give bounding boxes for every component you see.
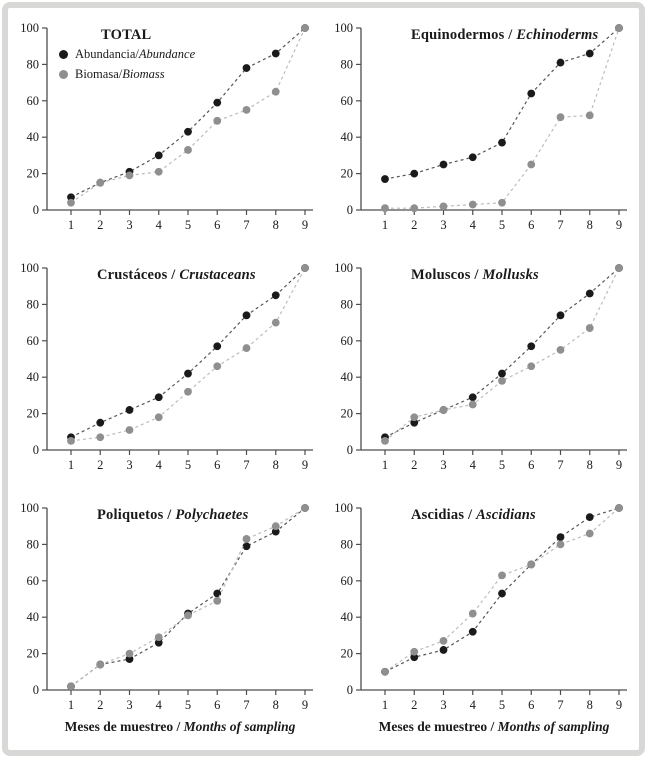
chart-title-es: Ascidias xyxy=(411,507,465,523)
svg-text:40: 40 xyxy=(340,610,353,625)
svg-text:60: 60 xyxy=(26,93,39,108)
svg-text:80: 80 xyxy=(340,297,353,312)
svg-text:0: 0 xyxy=(32,683,39,697)
svg-text:80: 80 xyxy=(340,57,353,72)
svg-text:100: 100 xyxy=(20,501,39,515)
svg-text:4: 4 xyxy=(469,458,476,472)
svg-text:0: 0 xyxy=(346,443,353,457)
chart-polychaetes-plot xyxy=(9,492,323,718)
chart-total xyxy=(9,12,323,252)
svg-text:4: 4 xyxy=(469,218,476,232)
svg-text:0: 0 xyxy=(32,203,39,217)
svg-text:40: 40 xyxy=(26,130,39,145)
svg-text:3: 3 xyxy=(440,218,447,232)
svg-text:20: 20 xyxy=(26,406,39,421)
x-axis-label-en: Months of sampling xyxy=(183,719,296,734)
svg-text:60: 60 xyxy=(340,573,353,588)
svg-text:5: 5 xyxy=(498,218,506,232)
title-separator: / xyxy=(470,267,483,283)
svg-text:4: 4 xyxy=(155,458,162,472)
legend-item-biomass xyxy=(59,67,195,82)
svg-text:100: 100 xyxy=(334,261,353,275)
chart-title-en: Polychaetes xyxy=(175,507,249,523)
svg-text:1: 1 xyxy=(67,218,75,232)
legend-item-abundance xyxy=(59,47,195,62)
chart-title-es: Moluscos xyxy=(411,267,471,283)
chart-ascidians xyxy=(323,492,637,745)
svg-text:6: 6 xyxy=(528,698,535,712)
chart-crustaceans-title xyxy=(97,267,256,284)
svg-text:7: 7 xyxy=(243,458,250,472)
legend-label-abundance-en: Abundance xyxy=(138,47,196,61)
chart-echinoderms-plot xyxy=(323,12,637,238)
chart-polychaetes xyxy=(9,492,323,745)
svg-text:2: 2 xyxy=(97,458,104,472)
chart-ascidians-plot xyxy=(323,492,637,718)
x-axis-label-separator: / xyxy=(173,719,184,734)
chart-polychaetes-title xyxy=(97,507,248,524)
chart-title-en: Ascidians xyxy=(476,507,536,523)
svg-text:8: 8 xyxy=(272,458,279,472)
svg-text:60: 60 xyxy=(26,333,39,348)
svg-text:7: 7 xyxy=(557,698,564,712)
chart-title-en: Mollusks xyxy=(482,267,539,283)
svg-text:1: 1 xyxy=(381,458,389,472)
chart-mollusks-plot xyxy=(323,252,637,478)
svg-text:9: 9 xyxy=(301,698,309,712)
svg-text:40: 40 xyxy=(340,130,353,145)
legend-separator: / xyxy=(135,47,139,61)
svg-text:80: 80 xyxy=(26,297,39,312)
abundance-dot-icon xyxy=(59,50,68,59)
chart-mollusks xyxy=(323,252,637,492)
svg-text:7: 7 xyxy=(557,458,564,472)
chart-total-plot xyxy=(9,12,323,238)
x-axis-label-es: Meses de muestreo xyxy=(378,719,488,734)
svg-text:2: 2 xyxy=(411,698,418,712)
title-separator: / xyxy=(163,507,176,523)
svg-text:20: 20 xyxy=(340,646,353,661)
svg-text:20: 20 xyxy=(340,166,353,181)
svg-text:20: 20 xyxy=(26,646,39,661)
svg-text:80: 80 xyxy=(26,57,39,72)
title-separator: / xyxy=(464,507,477,523)
chart-title-es: TOTAL xyxy=(101,27,152,43)
svg-text:0: 0 xyxy=(346,683,353,697)
svg-text:9: 9 xyxy=(301,458,309,472)
svg-text:8: 8 xyxy=(272,218,279,232)
svg-text:9: 9 xyxy=(615,458,623,472)
svg-text:3: 3 xyxy=(126,458,133,472)
svg-text:100: 100 xyxy=(334,501,353,515)
svg-text:4: 4 xyxy=(155,218,162,232)
svg-text:8: 8 xyxy=(586,698,593,712)
chart-title-es: Crustáceos xyxy=(97,267,168,283)
legend xyxy=(59,47,195,82)
svg-text:0: 0 xyxy=(346,203,353,217)
svg-text:80: 80 xyxy=(340,537,353,552)
svg-text:6: 6 xyxy=(214,218,221,232)
svg-text:1: 1 xyxy=(67,698,75,712)
svg-text:100: 100 xyxy=(20,21,39,35)
svg-text:2: 2 xyxy=(97,698,104,712)
svg-text:4: 4 xyxy=(155,698,162,712)
x-axis-label-right xyxy=(323,719,637,735)
svg-text:6: 6 xyxy=(214,458,221,472)
charts-grid xyxy=(9,12,637,745)
svg-text:5: 5 xyxy=(498,698,506,712)
svg-text:100: 100 xyxy=(20,261,39,275)
svg-text:1: 1 xyxy=(67,458,75,472)
svg-text:7: 7 xyxy=(243,698,250,712)
svg-text:8: 8 xyxy=(272,698,279,712)
svg-text:2: 2 xyxy=(97,218,104,232)
svg-text:0: 0 xyxy=(32,443,39,457)
chart-crustaceans xyxy=(9,252,323,492)
svg-text:8: 8 xyxy=(586,218,593,232)
svg-text:1: 1 xyxy=(381,698,389,712)
svg-text:40: 40 xyxy=(26,370,39,385)
svg-text:2: 2 xyxy=(411,458,418,472)
x-axis-label-en: Months of sampling xyxy=(497,719,610,734)
svg-text:1: 1 xyxy=(381,218,389,232)
svg-text:5: 5 xyxy=(184,698,192,712)
svg-text:5: 5 xyxy=(184,458,192,472)
title-separator: / xyxy=(504,27,517,43)
svg-text:9: 9 xyxy=(301,218,309,232)
svg-text:3: 3 xyxy=(126,218,133,232)
svg-text:4: 4 xyxy=(469,698,476,712)
chart-title-en: Crustaceans xyxy=(179,267,256,283)
svg-text:20: 20 xyxy=(340,406,353,421)
svg-text:40: 40 xyxy=(340,370,353,385)
chart-echinoderms xyxy=(323,12,637,252)
svg-text:40: 40 xyxy=(26,610,39,625)
title-separator: / xyxy=(167,267,180,283)
svg-text:3: 3 xyxy=(440,698,447,712)
svg-text:80: 80 xyxy=(26,537,39,552)
svg-text:6: 6 xyxy=(214,698,221,712)
svg-text:60: 60 xyxy=(340,93,353,108)
svg-text:3: 3 xyxy=(440,458,447,472)
svg-text:6: 6 xyxy=(528,458,535,472)
x-axis-label-separator: / xyxy=(487,719,498,734)
biomass-dot-icon xyxy=(59,70,68,79)
legend-label-biomass-en: Biomass xyxy=(122,67,165,81)
chart-total-title xyxy=(101,27,151,44)
svg-text:9: 9 xyxy=(615,218,623,232)
svg-text:3: 3 xyxy=(126,698,133,712)
svg-text:9: 9 xyxy=(615,698,623,712)
chart-title-es: Poliquetos xyxy=(97,507,164,523)
svg-text:60: 60 xyxy=(26,573,39,588)
svg-text:6: 6 xyxy=(528,218,535,232)
chart-echinoderms-title xyxy=(411,27,598,44)
svg-text:2: 2 xyxy=(411,218,418,232)
svg-text:8: 8 xyxy=(586,458,593,472)
chart-title-es: Equinodermos xyxy=(411,27,505,43)
svg-text:5: 5 xyxy=(184,218,192,232)
chart-mollusks-title xyxy=(411,267,539,284)
chart-title-en: Echinoderms xyxy=(516,27,599,43)
x-axis-label-left xyxy=(9,719,323,735)
svg-text:7: 7 xyxy=(243,218,250,232)
svg-text:100: 100 xyxy=(334,21,353,35)
legend-label-biomass-es: Biomasa xyxy=(75,67,119,81)
legend-label-abundance-es: Abundancia xyxy=(75,47,136,61)
svg-text:7: 7 xyxy=(557,218,564,232)
chart-crustaceans-plot xyxy=(9,252,323,478)
svg-text:60: 60 xyxy=(340,333,353,348)
chart-ascidians-title xyxy=(411,507,536,524)
svg-text:20: 20 xyxy=(26,166,39,181)
x-axis-label-es: Meses de muestreo xyxy=(64,719,174,734)
svg-text:5: 5 xyxy=(498,458,506,472)
legend-separator: / xyxy=(118,67,123,81)
